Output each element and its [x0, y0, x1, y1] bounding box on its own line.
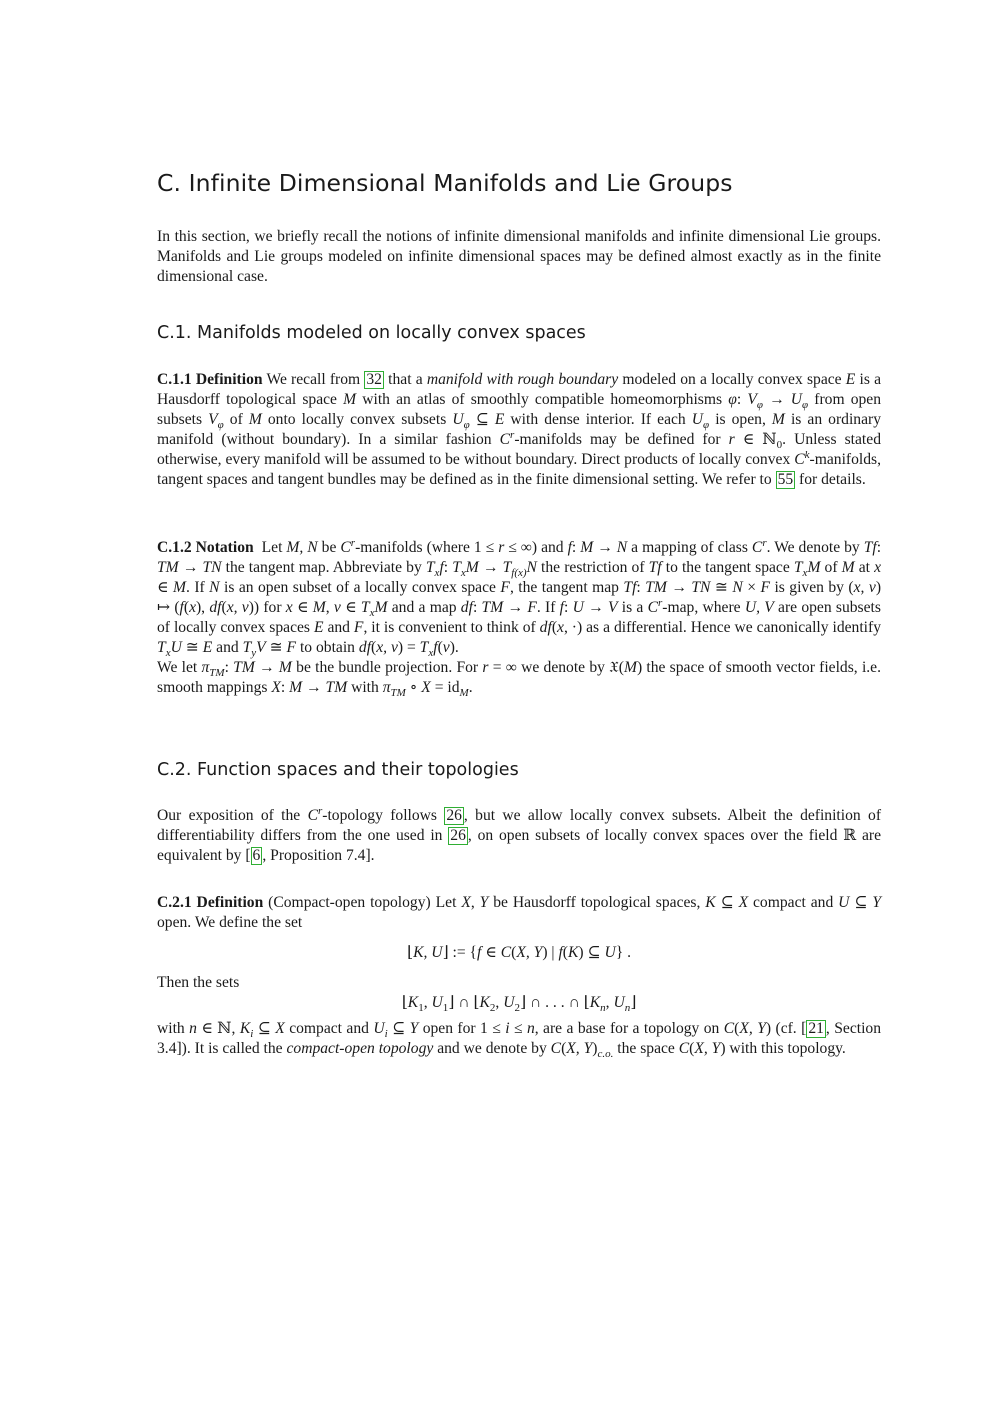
definition-c1-1: C.1.1 Definition We recall from 32 that a manifold with rough boundary modeled on a locally convex space E is a Hausdorff topological space M with an atlas of smoothly compatible homeomorphisms φ: $V_\varphi \to U_\varphi$ from open subsets $V_\varphi$ of M onto locally convex subsets $U_\varphi$ ⊆ E with dense interior. If each $U_\varphi$ is open, M is an ordinary manifold (without boundary). In a similar fashion $C^r$-manifolds may be defined for r ∈ ℕ$_0$. Unless stated otherwise, every manifold will be assumed to be without boundary. Direct products of locally convex $C^k$-manifolds, tangent spaces and tangent bundles may be defined as in the finite dimensional setting. We refer to 55 for details. — [157, 371, 882, 488]
notation-c1-2: C.1.2 Notation Let M, N be $C^r$-manifolds (where 1 ≤ r ≤ ∞) and f: M → N a mapping of class $C^r$. We denote by Tf: TM → TN the tangent map. Abbreviate by $T_xf$: $T_xM \to T_{f(x)}N$ the restriction of Tf to the tangent space $T_xM$ of M at x ∈ M. If N is an open subset of a locally convex space F, the tangent map Tf: TM → TN ≅ N × F is given by (x, v) ↦ (f(x), df(x, v)) for x ∈ M, v ∈ $T_xM$ and a map df: TM → F. If f: U → V is a $C^r$-map, where U, V are open subsets of locally convex spaces E and F, it is convenient to think of df(x, ·) as a differential. Hence we canonically identify $T_xU$ ≅ E and $T_yV$ ≅ F to obtain df(x, $v) = T_xf(v)$. We let $\pi_{TM}$: TM → M be the bundle projection. For r = ∞ we denote by 𝔛(M) the space of smooth vector fields, i.e. smooth mappings X: M → TM with $\pi_{TM}$ ∘ $X = id_M$. — [157, 536, 882, 700]
section-title: C. Infinite Dimensional Manifolds and Lie Groups — [157, 169, 733, 197]
subsection-title-c1: C.1. Manifolds modeled on locally convex spaces — [157, 323, 586, 343]
citation-link[interactable]: 55 — [777, 471, 794, 488]
c2-intro-paragraph: Our exposition of the $C^r$-topology follows 26 , but we allow locally convex subsets. Albeit the definition of differentiability differs from the one used in 26 , on open subsets of locally convex spaces over the field ℝ are equivalent by [ 6 , Proposition 7.4]. — [157, 804, 882, 864]
display-equation: ⌊K, U⌋ := {f ∈ C(X, Y) | f(K) ⊆ U} . — [406, 944, 632, 961]
citation-link[interactable]: 26 — [446, 807, 462, 824]
citation-link[interactable]: 21 — [808, 1020, 824, 1037]
citation-link[interactable]: 26 — [450, 827, 466, 844]
display-equation: $⌊K_1$, $U_1⌋$ ∩ $⌊K_2$, $U_2⌋$ ∩ . . . ∩ $⌊K_n$, $U_n⌋$ — [401, 994, 637, 1015]
citation-link[interactable]: 6 — [252, 847, 261, 864]
definition-label: C.1.1 Definition — [157, 371, 263, 388]
definition-label: C.2.1 Definition — [157, 894, 264, 911]
notation-label: C.1.2 Notation — [157, 539, 254, 556]
citation-link[interactable]: 32 — [366, 371, 382, 388]
then-text: Then the sets — [157, 974, 240, 991]
definition-c2-1: C.2.1 Definition (Compact-open topology) Let X, Y be Hausdorff topological spaces, K ⊆ X compact and U ⊆ Y open. We define the set — [157, 894, 882, 931]
compact-open-paragraph: with n ∈ ℕ, $K_i$ ⊆ X compact and $U_i$ ⊆ Y open for 1 ≤ i ≤ n, are a base for a topology on C(X, Y) (cf. [ 21 , Section 3.4]). It is called the compact-open topology and we denote by C(X, $Y)_{c.o.}$ the space C(X, Y) with this topology. — [157, 1020, 881, 1061]
subsection-title-c2: C.2. Function spaces and their topologies — [157, 760, 519, 780]
intro-paragraph: In this section, we briefly recall the notions of infinite dimensional manifolds and infinite dimensional Lie groups. Manifolds and Lie groups modeled on infinite dimensional spaces may be defined almost exactly as in the finite dimensional case. — [157, 228, 881, 285]
